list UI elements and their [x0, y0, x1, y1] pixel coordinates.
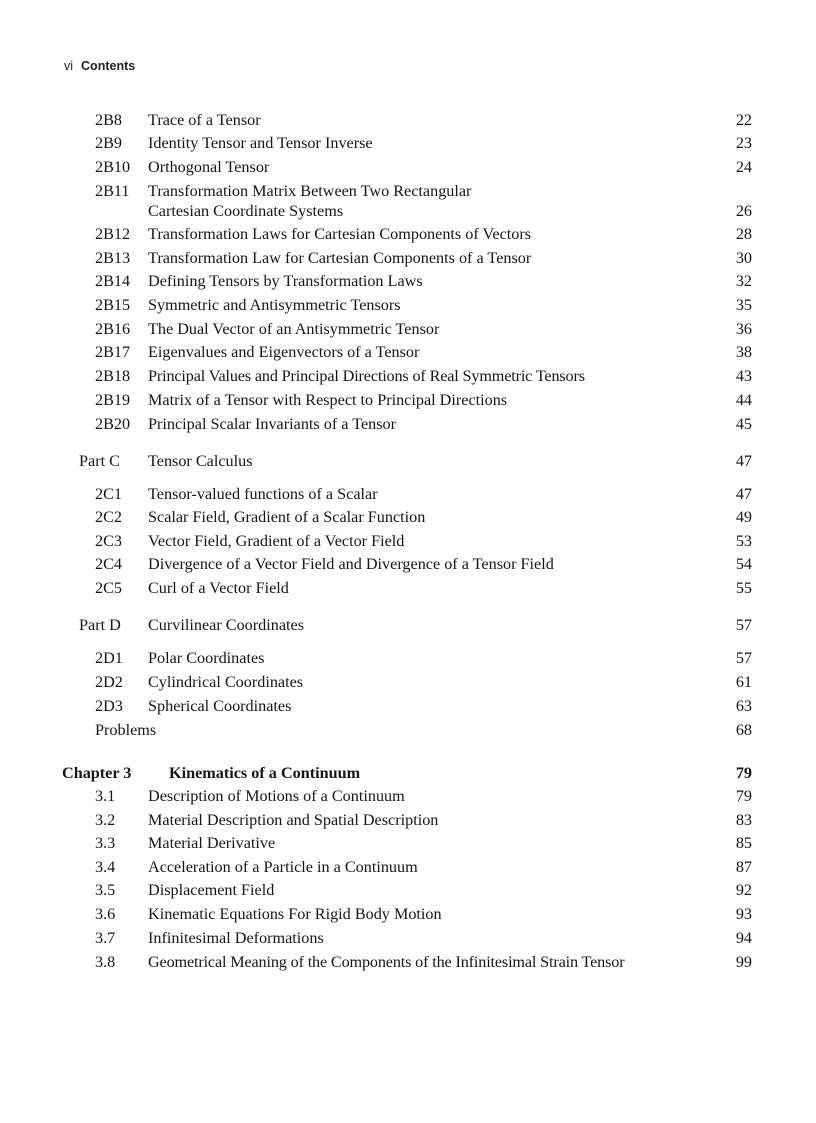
part-title: Curvilinear Coordinates: [148, 616, 304, 634]
section-number: 2C3: [95, 532, 122, 550]
section-page: 43: [735, 367, 752, 385]
toc-entry-3-2[interactable]: [0, 809, 816, 831]
section-page: 36: [735, 320, 752, 338]
section-page: 53: [735, 532, 752, 550]
section-number: 2B10: [95, 158, 131, 176]
running-head-title: Contents: [81, 59, 136, 73]
toc-entry-3-5[interactable]: [0, 879, 816, 901]
toc-entry-2b17[interactable]: [0, 341, 816, 363]
section-page: 94: [735, 929, 752, 947]
section-page: 24: [735, 158, 752, 176]
section-number: 3.5: [95, 881, 116, 899]
toc-entry-3-4[interactable]: [0, 856, 816, 878]
section-number: 2B14: [95, 272, 131, 290]
section-title: Principal Values and Principal Directions of Real Symmetric Tensors: [148, 367, 585, 385]
section-title: Material Description and Spatial Description: [148, 811, 439, 829]
toc-entry-2c3[interactable]: [0, 530, 816, 552]
section-number: 2B20: [95, 415, 131, 433]
section-title: Scalar Field, Gradient of a Scalar Function: [148, 508, 426, 526]
toc-entry-3-7[interactable]: [0, 927, 816, 949]
toc-entry-2c1[interactable]: [0, 483, 816, 505]
section-page: 38: [735, 343, 752, 361]
page-number: vi: [64, 59, 74, 73]
toc-entry-2b12[interactable]: [0, 223, 816, 245]
section-title: Defining Tensors by Transformation Laws: [148, 272, 423, 290]
section-number: 2B15: [95, 296, 131, 314]
section-title: Displacement Field: [148, 881, 275, 899]
part-page: 57: [735, 616, 752, 634]
toc-entry-2b15[interactable]: [0, 294, 816, 316]
section-page: 61: [735, 673, 752, 691]
section-title: Geometrical Meaning of the Components of the Infinitesimal Strain Tensor: [148, 953, 625, 971]
section-title: Principal Scalar Invariants of a Tensor: [148, 415, 397, 433]
section-number: 3.2: [95, 811, 116, 829]
toc-entry-2b11-continued[interactable]: [0, 200, 816, 222]
section-page: 23: [735, 134, 752, 152]
section-number: 2B9: [95, 134, 122, 152]
toc-problems[interactable]: [0, 719, 816, 741]
section-number: 3.7: [95, 929, 116, 947]
section-title: Infinitesimal Deformations: [148, 929, 324, 947]
toc-entry-3-8[interactable]: [0, 951, 816, 973]
section-page: 92: [735, 881, 752, 899]
toc-part-c[interactable]: [0, 450, 816, 472]
section-number: 3.6: [95, 905, 116, 923]
toc-entry-2b13[interactable]: [0, 247, 816, 269]
section-number: 2C5: [95, 579, 122, 597]
toc-entry-2c2[interactable]: [0, 506, 816, 528]
section-title: Orthogonal Tensor: [148, 158, 270, 176]
section-page: 22: [735, 111, 752, 129]
section-title: Kinematic Equations For Rigid Body Motion: [148, 905, 442, 923]
toc-entry-2b16[interactable]: [0, 318, 816, 340]
toc-entry-2b11[interactable]: [0, 180, 816, 202]
toc-entry-3-1[interactable]: [0, 785, 816, 807]
section-number: 2B12: [95, 225, 131, 243]
section-title-line2: Cartesian Coordinate Systems: [148, 202, 344, 220]
section-page: 49: [735, 508, 752, 526]
section-number: 2B13: [95, 249, 131, 267]
section-title: Description of Motions of a Continuum: [148, 787, 405, 805]
section-page: 63: [735, 697, 752, 715]
chapter-label: Chapter 3: [62, 764, 132, 782]
section-title: Divergence of a Vector Field and Divergence of a Tensor Field: [148, 555, 554, 573]
section-title: Polar Coordinates: [148, 649, 265, 667]
running-head: [64, 59, 135, 73]
section-title: Cylindrical Coordinates: [148, 673, 304, 691]
part-label: Part C: [79, 452, 120, 470]
toc-entry-2b18[interactable]: [0, 365, 816, 387]
toc-entry-2b14[interactable]: [0, 270, 816, 292]
toc-entry-2c4[interactable]: [0, 553, 816, 575]
section-number: 2D3: [95, 697, 123, 715]
section-page: 55: [735, 579, 752, 597]
section-page: 30: [735, 249, 752, 267]
section-page: 79: [735, 787, 752, 805]
section-page: 44: [735, 391, 752, 409]
toc-entry-2c5[interactable]: [0, 577, 816, 599]
section-number: 2C1: [95, 485, 122, 503]
toc-entry-2b20[interactable]: [0, 413, 816, 435]
section-title: Material Derivative: [148, 834, 276, 852]
section-page: 45: [735, 415, 752, 433]
toc-entry-2b10[interactable]: [0, 156, 816, 178]
part-label: Part D: [79, 616, 121, 634]
toc-entry-2d3[interactable]: [0, 695, 816, 717]
section-title: Spherical Coordinates: [148, 697, 292, 715]
section-page: 54: [735, 555, 752, 573]
section-number: 2B18: [95, 367, 131, 385]
section-number: 2C4: [95, 555, 122, 573]
section-number: 3.4: [95, 858, 116, 876]
section-page: 99: [735, 953, 752, 971]
section-page: 93: [735, 905, 752, 923]
section-number: 3.8: [95, 953, 116, 971]
section-title: Vector Field, Gradient of a Vector Field: [148, 532, 405, 550]
toc-entry-3-6[interactable]: [0, 903, 816, 925]
chapter-title: Kinematics of a Continuum: [169, 764, 361, 782]
section-number: 3.1: [95, 787, 116, 805]
section-title: Tensor-valued functions of a Scalar: [148, 485, 378, 503]
section-number: 3.3: [95, 834, 116, 852]
toc-entry-2b19[interactable]: [0, 389, 816, 411]
section-number: 2B11: [95, 182, 130, 200]
section-title: Transformation Law for Cartesian Components of a Tensor: [148, 249, 532, 267]
section-page: 26: [735, 202, 752, 220]
section-number: 2B16: [95, 320, 131, 338]
toc-part-d[interactable]: [0, 614, 816, 636]
section-number: 2C2: [95, 508, 122, 526]
section-title: Trace of a Tensor: [148, 111, 261, 129]
section-number: 2D1: [95, 649, 123, 667]
section-number: 2B19: [95, 391, 131, 409]
problems-page: 68: [735, 721, 752, 739]
toc-entry-2d2[interactable]: [0, 671, 816, 693]
part-page: 47: [735, 452, 752, 470]
section-page: 85: [735, 834, 752, 852]
section-title: Identity Tensor and Tensor Inverse: [148, 134, 373, 152]
problems-title: Problems: [95, 721, 157, 739]
section-page: 35: [735, 296, 752, 314]
section-number: 2B8: [95, 111, 122, 129]
section-title: Transformation Laws for Cartesian Components of Vectors: [148, 225, 532, 243]
section-title: The Dual Vector of an Antisymmetric Tensor: [148, 320, 440, 338]
part-title: Tensor Calculus: [148, 452, 253, 470]
chapter-page: 79: [735, 764, 752, 782]
toc-chapter-3[interactable]: [0, 762, 816, 784]
section-page: 87: [735, 858, 752, 876]
section-page: 32: [735, 272, 752, 290]
section-title: Symmetric and Antisymmetric Tensors: [148, 296, 401, 314]
section-title: Acceleration of a Particle in a Continuum: [148, 858, 418, 876]
section-number: 2D2: [95, 673, 123, 691]
toc-entry-3-3[interactable]: [0, 832, 816, 854]
section-number: 2B17: [95, 343, 131, 361]
section-page: 57: [735, 649, 752, 667]
section-page: 83: [735, 811, 752, 829]
section-title: Eigenvalues and Eigenvectors of a Tensor: [148, 343, 420, 361]
section-title: Matrix of a Tensor with Respect to Principal Directions: [148, 391, 508, 409]
section-title: Transformation Matrix Between Two Rectangular: [148, 182, 472, 200]
section-title: Curl of a Vector Field: [148, 579, 289, 597]
toc-entry-2b9[interactable]: [0, 132, 816, 154]
toc-entry-2b8[interactable]: [0, 109, 816, 131]
toc-entry-2d1[interactable]: [0, 647, 816, 669]
section-page: 47: [735, 485, 752, 503]
section-page: 28: [735, 225, 752, 243]
